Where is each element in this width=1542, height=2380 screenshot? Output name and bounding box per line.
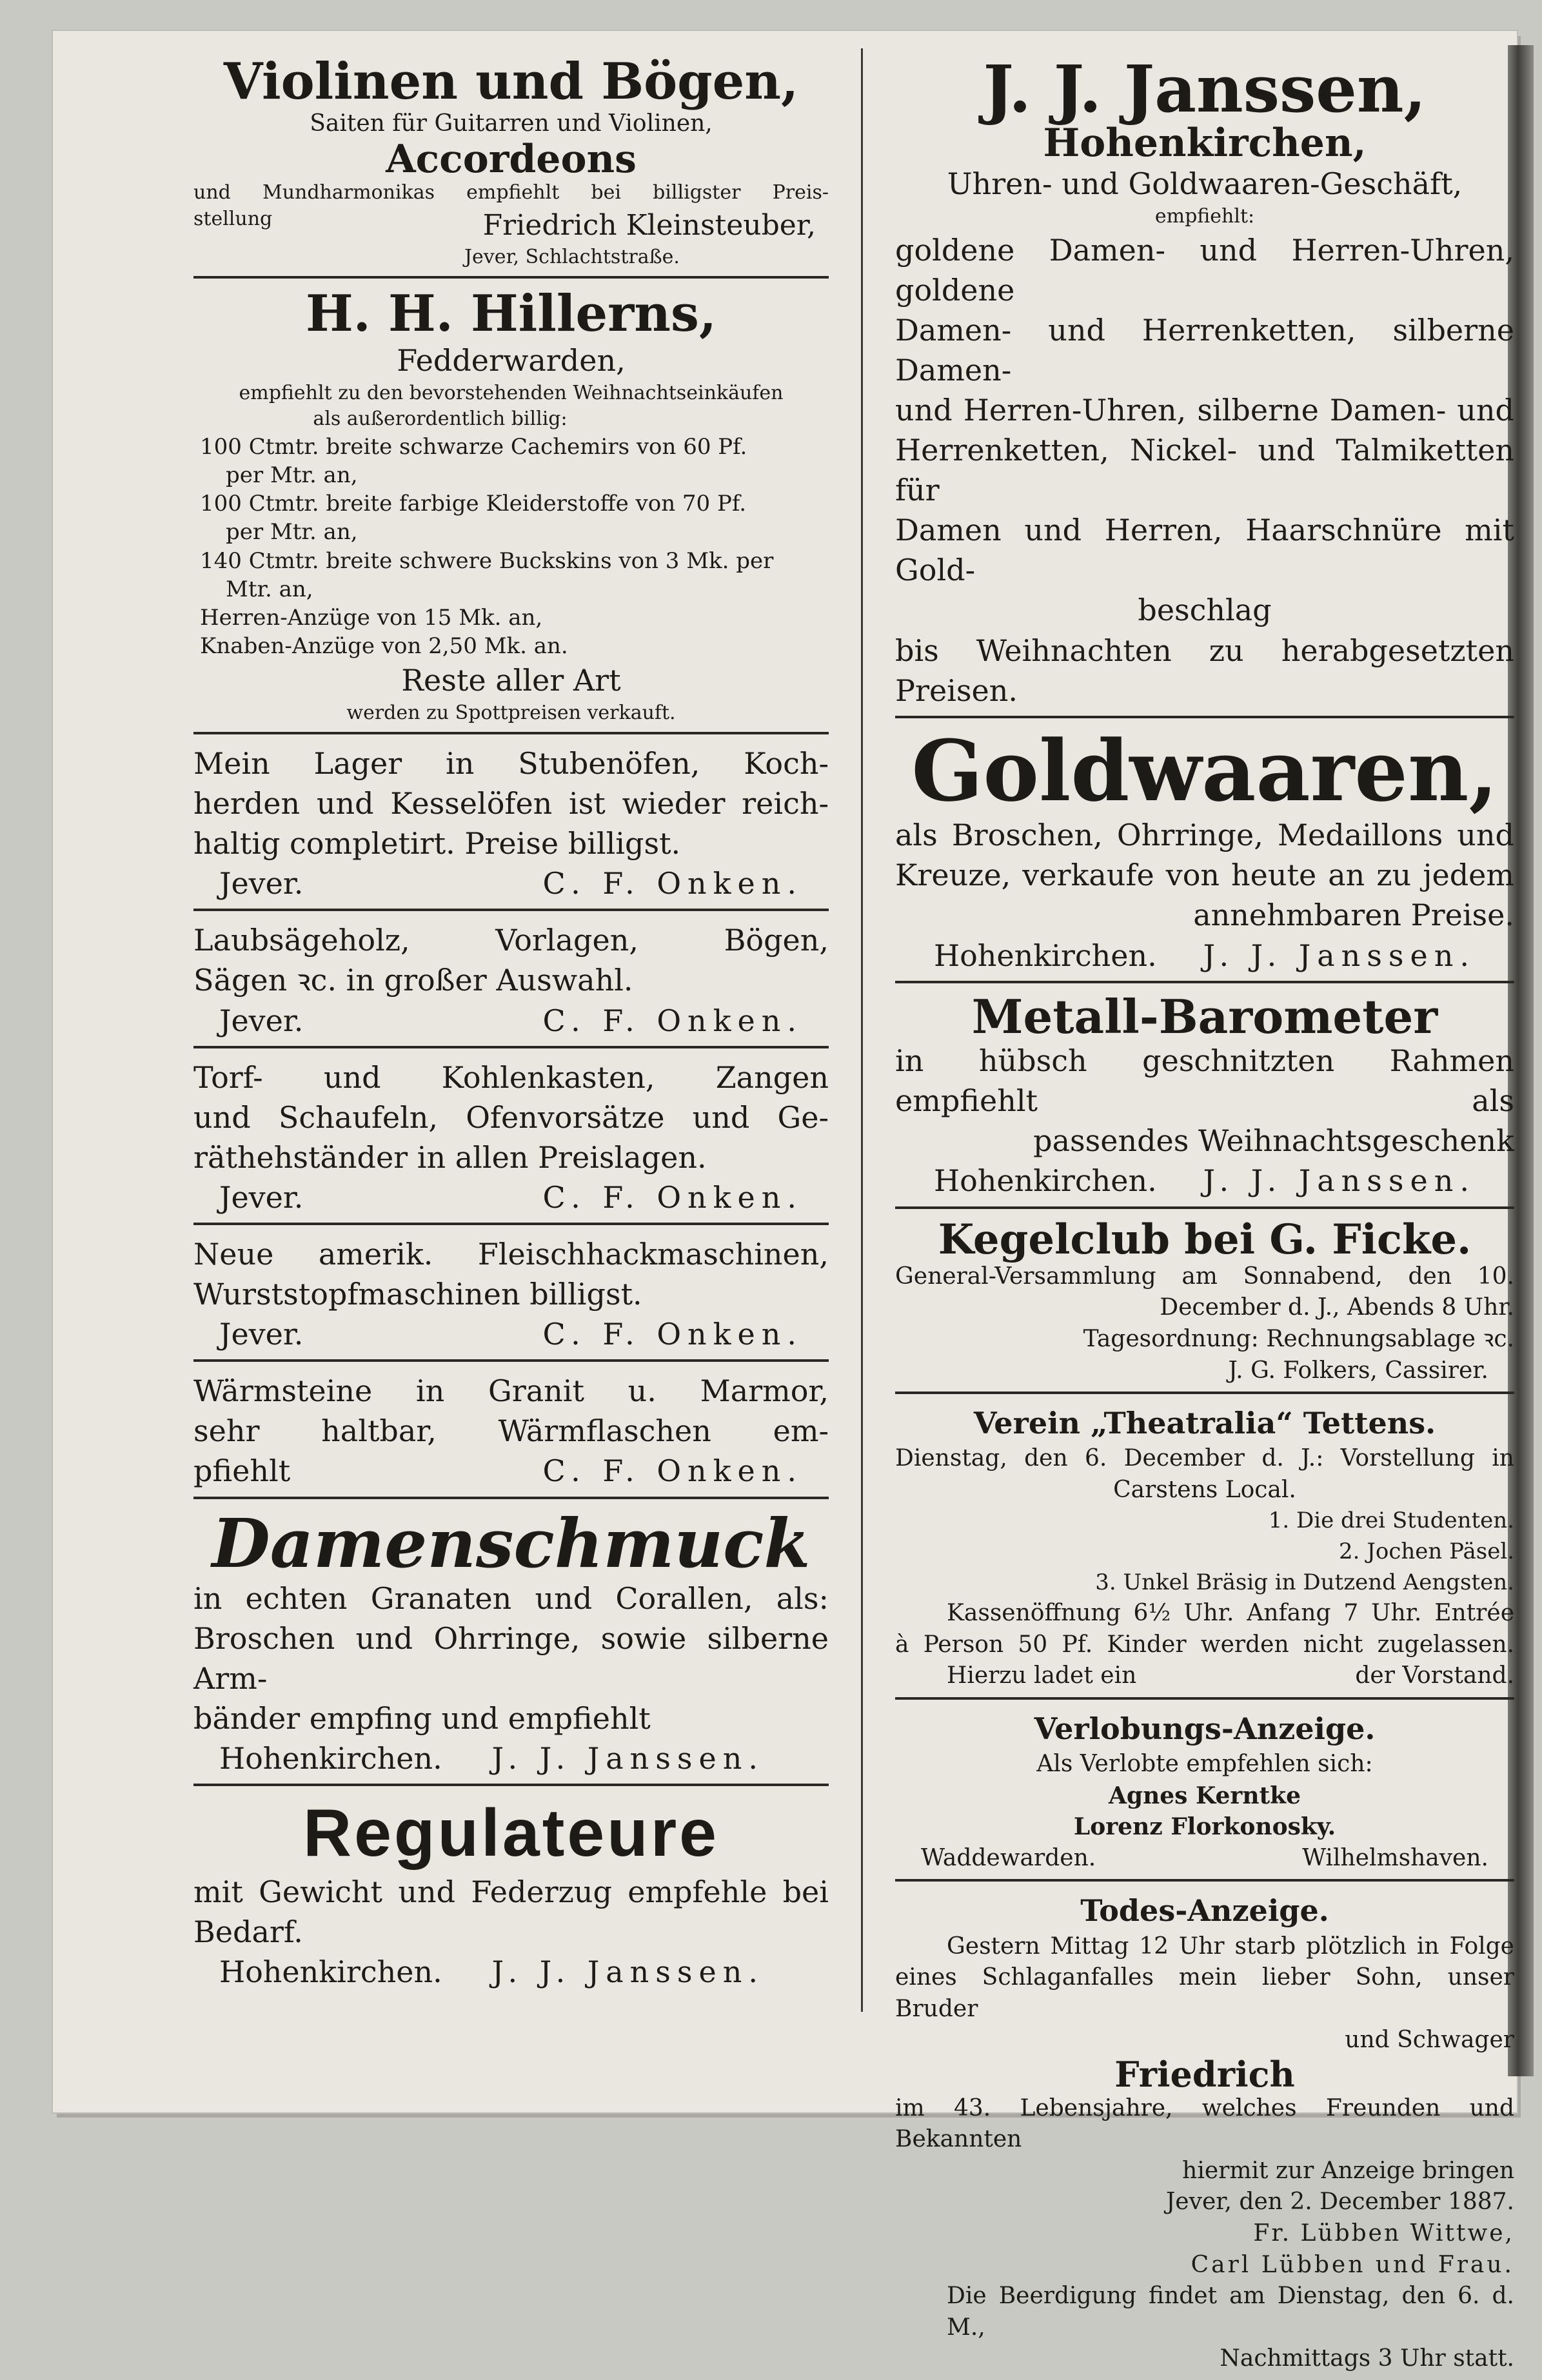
ad-onken-oefen — [193, 740, 829, 911]
price-item: Herren-Anzüge von 15 Mk. an, — [200, 604, 543, 631]
ad-signature: J. J. Janssen. — [1203, 938, 1476, 973]
ad-place: Hohenkirchen. — [219, 1954, 442, 1990]
price-item: Knaben-Anzüge von 2,50 Mk. an. — [200, 633, 568, 660]
ad-line: Carstens Local. — [1113, 1476, 1296, 1503]
ad-place: Jever. — [219, 1317, 304, 1352]
ad-line: in hübsch geschnitzten Rahmen empfiehlt als — [895, 1043, 1514, 1119]
left-column — [193, 52, 829, 1997]
ad-signature-row — [895, 1660, 1514, 1692]
ad-onken-laubsaege — [193, 916, 829, 1048]
ad-place: Jever. — [219, 1003, 304, 1038]
ad-line: Tagesordnung: Rechnungsablage ꝛc. — [1083, 1325, 1514, 1352]
ad-line: Broschen und Ohrringe, sowie silberne Arm- — [193, 1620, 829, 1696]
ad-signature: J. J. Janssen. — [1203, 1163, 1476, 1199]
ad-line: Die Beerdigung findet am Dienstag, den 6. d. M., — [947, 2283, 1514, 2341]
ad-line: Sägen ꝛc. in großer Auswahl. — [193, 963, 633, 998]
ad-line: empfiehlt zu den bevorstehenden Weihnachtseinkäufen — [239, 381, 784, 404]
ad-title: Violinen und Bögen, — [223, 52, 799, 111]
ad-place: Waddewarden. — [921, 1844, 1096, 1871]
ad-line: Bedarf. — [193, 1914, 303, 1950]
ad-line: Dienstag, den 6. December d. J.: Vorstellung in — [895, 1445, 1514, 1472]
ad-line: Torf- und Kohlenkasten, Zangen — [193, 1059, 829, 1095]
price-item: 140 Ctmtr. breite schwere Buckskins von 3 Mk. per — [200, 547, 774, 574]
ad-title: Goldwaaren, — [911, 721, 1498, 820]
ad-signature-row — [895, 936, 1514, 976]
ad-signature: C. F. Onken. — [542, 866, 803, 901]
ad-place: Fedderwarden, — [397, 342, 626, 378]
ad-onken-fleischhack — [193, 1230, 829, 1362]
ad-place: Jever. — [219, 1179, 304, 1215]
ad-place: Hohenkirchen. — [934, 938, 1157, 973]
ad-line: als Broschen, Ohrringe, Medaillons und — [895, 818, 1514, 853]
ad-line: Gestern Mittag 12 Uhr starb plötzlich in Folge — [947, 1933, 1514, 1960]
ad-title: Regulateure — [302, 1796, 720, 1871]
ad-janssen — [895, 52, 1514, 718]
ad-line: December d. J., Abends 8 Uhr. — [1160, 1294, 1514, 1321]
ad-place: pfiehlt — [193, 1453, 291, 1489]
ad-line: im 43. Lebensjahre, welches Freunden und Bekannten — [895, 2094, 1514, 2153]
ad-line: Hierzu ladet ein — [947, 1662, 1137, 1689]
ad-violinen — [193, 52, 829, 279]
ad-signature: C. F. Onken. — [542, 1317, 803, 1352]
ad-line: und Schwager — [1345, 2027, 1514, 2054]
ad-line: und Mundharmonikas empfiehlt bei billigster Preis- — [193, 181, 829, 204]
ad-signature-row — [193, 206, 829, 244]
ad-title: Kegelclub bei G. Ficke. — [938, 1215, 1472, 1264]
ad-line: räthehständer in allen Preislagen. — [193, 1139, 707, 1175]
ad-place: Hohenkirchen. — [934, 1163, 1157, 1199]
ad-line: Wurststopfmaschinen billigst. — [193, 1277, 642, 1312]
ad-signature-row — [193, 1451, 829, 1491]
ad-line: werden zu Spottpreisen verkauft. — [346, 702, 676, 725]
ad-signature: Fr. Lübben Wittwe, — [1253, 2219, 1514, 2247]
ad-signature: Friedrich Kleinsteuber, — [482, 208, 816, 242]
ad-line: und Herren-Uhren, silberne Damen- und — [895, 392, 1514, 428]
ad-line: hiermit zur Anzeige bringen — [1182, 2157, 1514, 2184]
ad-line: bis Weihnachten zu herabgesetzten Preisen. — [895, 633, 1514, 708]
ad-goldwaaren — [895, 723, 1514, 983]
ad-name: Friedrich — [1114, 2053, 1295, 2095]
ad-line: Kassenöffnung 6½ Uhr. Anfang 7 Uhr. Entrée — [947, 1600, 1514, 1627]
ad-name: Lorenz Florkonosky. — [1073, 1813, 1336, 1841]
column-divider — [861, 48, 863, 2012]
ad-signature: C. F. Onken. — [542, 1003, 803, 1038]
ad-line: Saiten für Guitarren und Violinen, — [310, 110, 713, 137]
ad-place: Hohenkirchen, — [1043, 121, 1367, 166]
ad-line: annehmbaren Preise. — [1193, 898, 1514, 933]
ad-signature-row — [193, 1738, 829, 1778]
ad-line: eines Schlaganfalles mein lieber Sohn, unser Bruder — [895, 1964, 1514, 2022]
ad-signature: C. F. Onken. — [542, 1453, 803, 1489]
ad-onken-waermsteine — [193, 1367, 829, 1499]
ad-line: sehr haltbar, Wärmflaschen em- — [193, 1413, 829, 1449]
program-item: 1. Die drei Studenten. — [1268, 1508, 1514, 1534]
ad-place: Jever. — [219, 866, 304, 901]
ad-line: Neue amerik. Fleischhackmaschinen, — [193, 1236, 829, 1272]
price-item: Mtr. an, — [226, 576, 313, 602]
ad-subtitle: Uhren- und Goldwaaren-Geschäft, — [947, 166, 1463, 201]
ad-signature-row — [193, 1952, 829, 1992]
ad-line: Herrenketten, Nickel- und Talmiketten für — [895, 433, 1514, 508]
price-item: per Mtr. an, — [226, 462, 358, 489]
ad-title: J. J. Janssen, — [983, 51, 1427, 127]
ad-signature: Carl Lübben und Frau. — [1191, 2251, 1514, 2278]
ad-theatralia — [895, 1399, 1514, 1700]
ad-line: Damen und Herren, Haarschnüre mit Gold- — [895, 513, 1514, 588]
ad-place: Hohenkirchen. — [219, 1741, 442, 1776]
program-item: 3. Unkel Bräsig in Dutzend Aengsten. — [1095, 1569, 1514, 1595]
ad-line: General-Versammlung am Sonnabend, den 10. — [895, 1263, 1514, 1290]
ad-signature-row — [193, 1314, 829, 1354]
ad-line: Kreuze, verkaufe von heute an zu jedem — [895, 858, 1514, 893]
ad-name: Agnes Kerntke — [1108, 1782, 1301, 1809]
ad-line: beschlag — [1138, 593, 1272, 628]
ad-signature-row — [193, 1001, 829, 1041]
ad-line: Damen- und Herrenketten, silberne Damen- — [895, 312, 1514, 388]
ad-damenschmuck — [193, 1504, 829, 1787]
ad-kegelclub — [895, 1214, 1514, 1395]
ad-hillerns — [193, 284, 829, 734]
ad-title: Metall-Barometer — [971, 988, 1438, 1044]
ad-line: Laubsägeholz, Vorlagen, Bögen, — [193, 923, 829, 958]
ad-title: H. H. Hillerns, — [305, 284, 717, 343]
ad-line: herden und Kesselöfen ist wieder reich- — [193, 786, 829, 821]
ad-line: mit Gewicht und Federzug empfehle bei — [193, 1874, 829, 1910]
ad-signature: C. F. Onken. — [542, 1179, 803, 1215]
price-item: 100 Ctmtr. breite farbige Kleiderstoffe von 70 Pf. — [200, 491, 747, 517]
ad-line: stellung — [193, 207, 273, 230]
ad-todes — [895, 1887, 1514, 2380]
ad-line: in echten Granaten und Corallen, als: — [193, 1580, 829, 1616]
price-item: 100 Ctmtr. breite schwarze Cachemirs von 60 Pf. — [200, 433, 747, 460]
ad-line: empfiehlt: — [1154, 205, 1255, 228]
ad-title: Damenschmuck — [212, 1503, 811, 1583]
ad-regulateure — [193, 1791, 829, 1997]
ad-subtitle: Reste aller Art — [401, 663, 621, 698]
ad-line: à Person 50 Pf. Kinder werden nicht zugelassen. — [895, 1631, 1514, 1658]
ad-line: haltig completirt. Preise billigst. — [193, 826, 681, 861]
right-column — [895, 52, 1514, 2380]
ad-line: passendes Weihnachtsgeschenk — [1033, 1123, 1514, 1159]
ad-line: Als Verlobte empfehlen sich: — [1036, 1751, 1373, 1778]
ad-signature-row — [193, 1177, 829, 1217]
ad-signature-row — [193, 863, 829, 903]
ad-line: als außerordentlich billig: — [313, 408, 568, 431]
price-item: per Mtr. an, — [226, 519, 358, 546]
ad-line: Mein Lager in Stubenöfen, Koch- — [193, 745, 829, 781]
ad-line: bänder empfing und empfiehlt — [193, 1701, 651, 1736]
ad-line: Wärmsteine in Granit u. Marmor, — [193, 1373, 829, 1409]
ad-signature: J. J. Janssen. — [491, 1741, 764, 1776]
ad-subtitle: Accordeons — [386, 137, 637, 182]
ad-signature-row — [895, 1161, 1514, 1201]
ad-signature: der Vorstand. — [1355, 1662, 1514, 1689]
ad-signature-row — [895, 1843, 1514, 1874]
ad-verlobung — [895, 1705, 1514, 1882]
ad-title: Verlobungs-Anzeige. — [1034, 1711, 1376, 1746]
ad-line: goldene Damen- und Herren-Uhren, goldene — [895, 232, 1514, 308]
ad-line: Nachmittags 3 Uhr statt. — [1220, 2345, 1514, 2372]
ad-address: Jever, Schlachtstraße. — [464, 246, 680, 269]
ad-signature: J. G. Folkers, Cassirer. — [1228, 1357, 1488, 1384]
ad-line: und Schaufeln, Ofenvorsätze und Ge- — [193, 1099, 829, 1135]
ad-signature: J. J. Janssen. — [491, 1954, 764, 1990]
program-item: 2. Jochen Päsel. — [1339, 1539, 1514, 1564]
ad-onken-kohlenkasten — [193, 1054, 829, 1225]
ad-barometer — [895, 988, 1514, 1209]
ad-place: Wilhelmshaven. — [1302, 1844, 1488, 1871]
ad-title: Todes-Anzeige. — [1080, 1893, 1329, 1929]
ad-title: Verein „Theatralia“ Tettens. — [973, 1406, 1436, 1441]
ad-dateline: Jever, den 2. December 1887. — [1165, 2188, 1514, 2216]
